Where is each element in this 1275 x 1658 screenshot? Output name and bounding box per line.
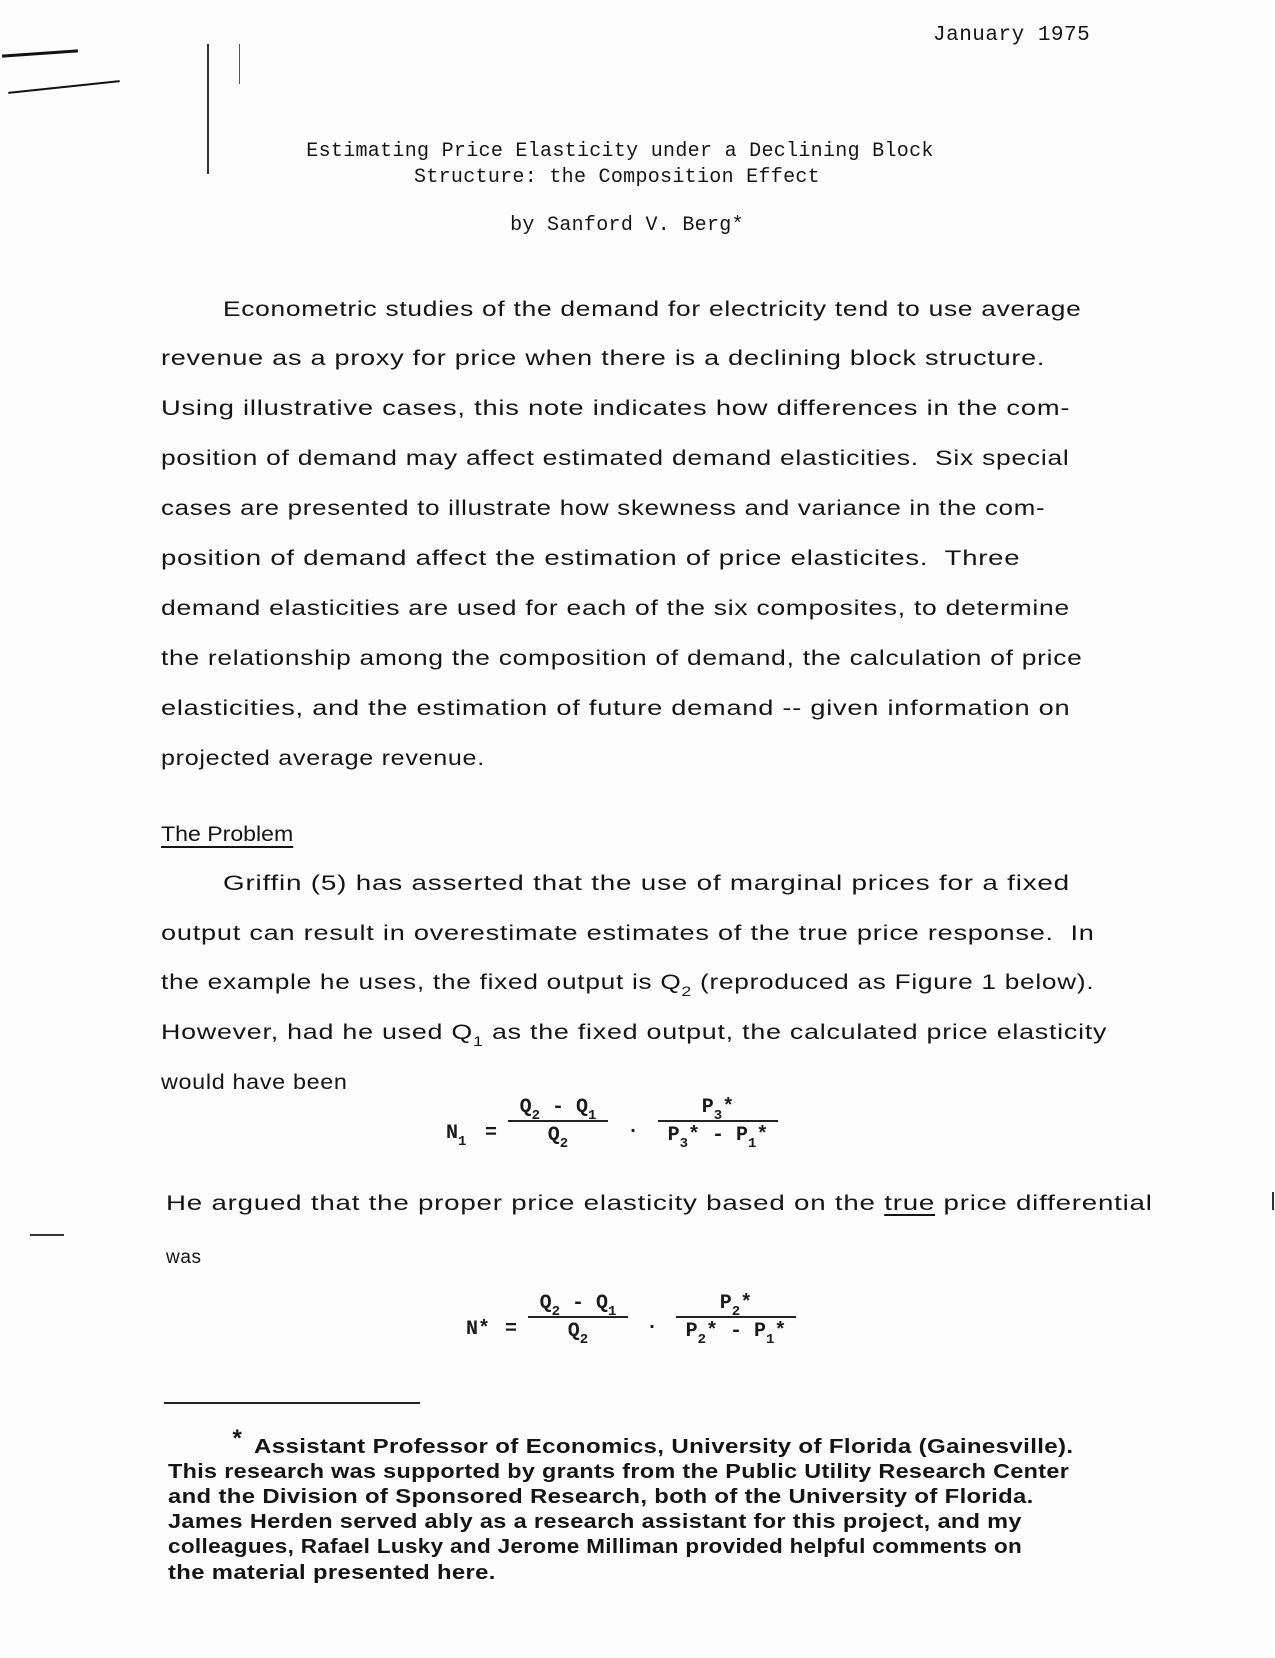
section-line xyxy=(161,971,1095,999)
eq1-fraction-1 xyxy=(508,1096,608,1152)
abstract-line: Econometric studies of the demand for electricity tend to use average xyxy=(223,298,1082,321)
subscript: 2 xyxy=(681,983,693,999)
footnote-line: James Herden served ably as a research assistant for this project, and my xyxy=(168,1511,1022,1533)
footnote-marker: * xyxy=(230,1428,245,1455)
denominator: $P_2* - P_1*$ xyxy=(685,1320,787,1348)
subscript: 1 xyxy=(473,1033,484,1049)
argument-line xyxy=(166,1192,1153,1216)
abstract-line: the relationship among the composition of demand, the calculation of price xyxy=(161,647,1083,670)
eq1-fraction-2 xyxy=(658,1096,778,1152)
text: However, had he used Q xyxy=(161,1021,474,1044)
multiply-dot: · xyxy=(646,1316,659,1339)
numerator: $Q_2 - Q_1$ xyxy=(528,1292,628,1318)
section-line: Griffin (5) has asserted that the use of marginal prices for a fixed xyxy=(223,872,1070,895)
denominator: $Q_2$ xyxy=(567,1320,589,1348)
eq1-equals: = xyxy=(485,1122,498,1145)
footnote-divider xyxy=(164,1402,420,1404)
abstract-line: position of demand affect the estimation of price elasticites. Three xyxy=(161,547,1021,570)
eq2-equals: = xyxy=(505,1318,518,1341)
multiply-dot: · xyxy=(627,1120,640,1143)
footnote-line: and the Division of Sponsored Research, both of the University of Florida. xyxy=(168,1486,1034,1508)
paper-title-line-1: Estimating Price Elasticity under a Declining Block xyxy=(306,140,934,163)
numerator: $P_3*$ xyxy=(658,1096,778,1122)
abstract-line: Using illustrative cases, this note indicates how differences in the com- xyxy=(161,397,1071,420)
numerator: $P_2*$ xyxy=(676,1292,796,1318)
abstract-line: elasticities, and the estimation of future demand -- given information on xyxy=(161,697,1071,720)
eq2-fraction-2 xyxy=(676,1292,796,1348)
scan-mark xyxy=(30,1234,64,1236)
text: (reproduced as Figure 1 below). xyxy=(692,971,1095,994)
text: He argued that the proper price elasticity based on the xyxy=(166,1192,885,1215)
scan-mark xyxy=(8,80,120,94)
was-line: was xyxy=(166,1247,202,1268)
text: as the fixed output, the calculated price elasticity xyxy=(483,1021,1108,1044)
section-line: output can result in overestimate estimates of the true price response. In xyxy=(161,922,1095,945)
scan-mark xyxy=(239,44,240,84)
footnote-line: This research was supported by grants from the Public Utility Research Center xyxy=(168,1461,1070,1483)
section-line xyxy=(161,1021,1108,1049)
abstract-line: projected average revenue. xyxy=(161,747,485,770)
eq1-lhs xyxy=(446,1122,467,1150)
scan-mark xyxy=(2,49,78,57)
footnote-line: the material presented here. xyxy=(168,1562,496,1584)
text: N xyxy=(446,1122,459,1145)
emphasis-true: true xyxy=(884,1192,936,1215)
section-heading: The Problem xyxy=(161,823,294,846)
text: the example he uses, the fixed output is Q xyxy=(161,971,682,994)
scan-mark xyxy=(1272,1192,1274,1210)
document-date: January 1975 xyxy=(933,24,1091,47)
numerator: $Q_2 - Q_1$ xyxy=(508,1096,608,1122)
eq2-lhs: N* xyxy=(466,1318,491,1341)
footnote-line: Assistant Professor of Economics, University of Florida (Gainesville). xyxy=(254,1436,1074,1458)
abstract-line: demand elasticities are used for each of the six composites, to determine xyxy=(161,597,1070,620)
section-line: would have been xyxy=(161,1071,348,1094)
author-byline: by Sanford V. Berg* xyxy=(510,214,744,237)
abstract-line: cases are presented to illustrate how skewness and variance in the com- xyxy=(161,497,1046,520)
text: price differential xyxy=(935,1192,1153,1215)
denominator: $P_3* - P_1*$ xyxy=(667,1124,769,1152)
denominator: $Q_2$ xyxy=(547,1124,569,1152)
abstract-line: revenue as a proxy for price when there is a declining block structure. xyxy=(161,347,1046,370)
eq2-fraction-1 xyxy=(528,1292,628,1348)
paper-title-line-2: Structure: the Composition Effect xyxy=(414,166,820,189)
subscript: 1 xyxy=(458,1134,467,1150)
footnote-line: colleagues, Rafael Lusky and Jerome Milliman provided helpful comments on xyxy=(168,1536,1023,1558)
abstract-line: position of demand may affect estimated demand elasticities. Six special xyxy=(161,447,1070,470)
